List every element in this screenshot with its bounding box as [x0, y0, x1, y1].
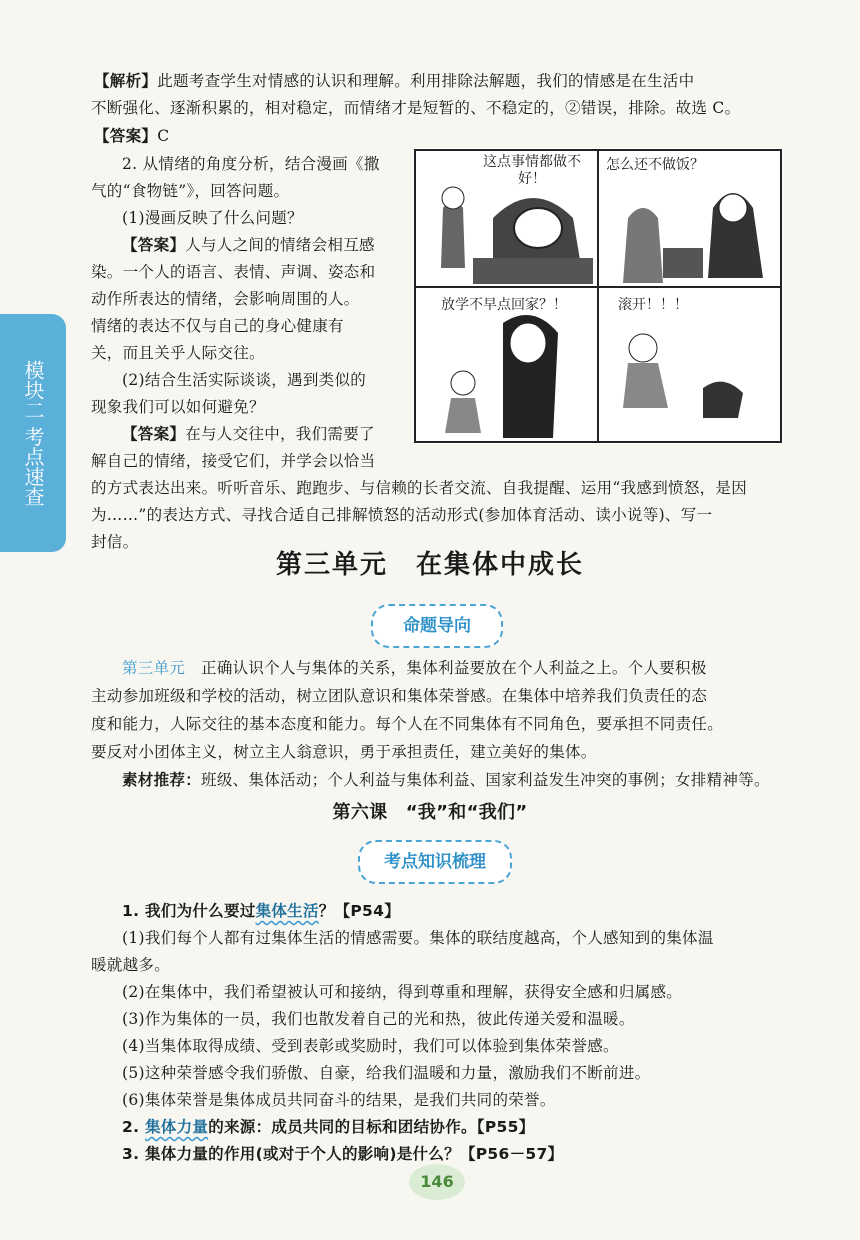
analysis-answer — [94, 123, 169, 150]
answer-value: C — [157, 127, 170, 145]
analysis-label: 【解析】 — [94, 72, 158, 90]
q2-answer2-full3: 封信。 — [91, 533, 139, 551]
answer-label: 【答案】 — [94, 127, 158, 145]
q2-keyword: 集体力量 — [144, 1118, 209, 1136]
point-3: (3)作为集体的一员，我们也散发着自己的光和热，彼此传递关爱和温暖。 — [122, 1010, 635, 1028]
q2-pre: 2. — [122, 1118, 145, 1136]
point-2: (2)在集体中，我们希望被认可和接纳，得到尊重和理解，获得安全感和归属感。 — [122, 983, 683, 1001]
q1-pre: 1. 我们为什么要过 — [122, 902, 256, 920]
badge-knowledge: 考点知识梳理 — [358, 840, 512, 884]
q2-stem-line2: 气的“食物链”》，回答问题。 — [91, 182, 290, 200]
q2-answer1-line3: 动作所表达的情绪，会影响周围的人。 — [91, 290, 360, 308]
unit-intro-label: 第三单元 — [122, 659, 186, 677]
lesson-q1 — [122, 898, 400, 925]
lesson-q3: 3. 集体力量的作用(或对于个人的影响)是什么？【P56－57】 — [122, 1145, 564, 1163]
q2-answer1-label: 【答案】 — [122, 236, 186, 254]
q2-sub2-line2: 现象我们可以如何避免？ — [91, 398, 265, 416]
comic-panel2-text: 怎么还不做饭？ — [606, 157, 704, 173]
point-1b: 暖就越多。 — [91, 956, 171, 974]
unit-intro-line4: 要反对小团体主义，树立主人翁意识，勇于承担责任，建立美好的集体。 — [91, 743, 597, 761]
analysis-line1 — [94, 68, 694, 95]
q2-post: 的来源：成员共同的目标和团结协作。【P55】 — [208, 1118, 535, 1136]
unit-intro-line2: 主动参加班级和学校的活动，树立团队意识和集体荣誉感。在集体中培养我们负责任的态 — [91, 687, 708, 705]
q1-keyword: 集体生活 — [255, 902, 319, 920]
unit-intro-line3: 度和能力，人际交往的基本态度和能力。每个人在不同集体有不同角色，要承担不同责任。 — [91, 715, 724, 733]
q2-sub1: (1)漫画反映了什么问题？ — [122, 209, 303, 227]
comic-illustration — [413, 148, 783, 444]
q2-answer1-line1 — [122, 232, 375, 259]
q2-answer2-full2: 为……”的表达方式、寻找合适自己排解愤怒的活动形式(参加体育活动、读小说等)、写一 — [91, 506, 713, 524]
q2-answer1-line5: 关，而且关乎人际交往。 — [91, 344, 265, 362]
point-6: (6)集体荣誉是集体成员共同奋斗的结果，是我们共同的荣誉。 — [122, 1091, 556, 1109]
material-recommendation — [122, 767, 770, 794]
q2-answer1-line4: 情绪的表达不仅与自己的身心健康有 — [91, 317, 344, 335]
q2-sub2-line1: (2)结合生活实际谈谈，遇到类似的 — [122, 371, 367, 389]
lesson-q2 — [122, 1114, 534, 1141]
q2-answer2-text: 在与人交往中，我们需要了 — [185, 425, 375, 443]
material-text: 班级、集体活动；个人利益与集体利益、国家利益发生冲突的事例；女排精神等。 — [201, 771, 770, 789]
side-tab: 模块二 考点速查 — [0, 314, 66, 552]
comic-panel1-text: 这点事情都做不好！ — [483, 154, 581, 187]
analysis-text1: 此题考查学生对情感的认识和理解。利用排除法解题，我们的情感是在生活中 — [157, 72, 695, 90]
lesson-title: 第六课 “我”和“我们” — [332, 802, 528, 823]
page-number: 146 — [409, 1164, 465, 1200]
material-label: 素材推荐： — [122, 771, 202, 789]
q2-answer1-line2: 染。一个人的语言、表情、声调、姿态和 — [91, 263, 376, 281]
point-1a: (1)我们每个人都有过集体生活的情感需要。集体的联结度越高，个人感知到的集体温 — [122, 929, 714, 947]
comic-panel4-text: 滚开！！！ — [618, 297, 688, 313]
q2-answer2-label: 【答案】 — [122, 425, 186, 443]
point-4: (4)当集体取得成绩、受到表彰或奖励时，我们可以体验到集体荣誉感。 — [122, 1037, 619, 1055]
unit-intro-text1: 正确认识个人与集体的关系，集体利益要放在个人利益之上。个人要积极 — [201, 659, 707, 677]
q2-stem-line1: 2. 从情绪的角度分析，结合漫画《撒 — [122, 155, 380, 173]
analysis-line2: 不断强化、逐渐积累的，相对稳定，而情绪才是短暂的、不稳定的，②错误，排除。故选 C。 — [91, 99, 741, 117]
q2-answer2-full1: 的方式表达出来。听听音乐、跑跑步、与信赖的长者交流、自我提醒、运用“我感到愤怒，是因 — [91, 479, 748, 497]
q1-post: ？【P54】 — [318, 902, 401, 920]
point-5: (5)这种荣誉感令我们骄傲、自豪，给我们温暖和力量，激励我们不断前进。 — [122, 1064, 651, 1082]
unit-title: 第三单元 在集体中成长 — [275, 550, 584, 580]
badge-proposition: 命题导向 — [371, 604, 503, 648]
q2-answer2-line2: 解自己的情绪，接受它们，并学会以恰当 — [91, 452, 376, 470]
comic-panel3-text: 放学不早点回家？！ — [441, 297, 567, 313]
unit-intro-line1 — [122, 655, 707, 682]
q2-answer2-line1 — [122, 421, 375, 448]
q2-answer1-text: 人与人之间的情绪会相互感 — [185, 236, 375, 254]
